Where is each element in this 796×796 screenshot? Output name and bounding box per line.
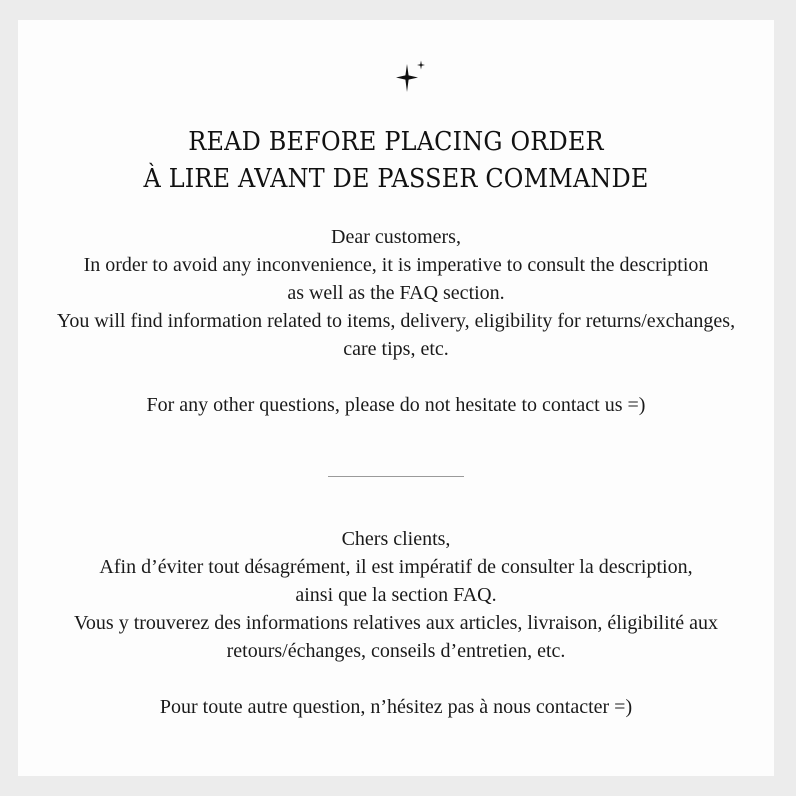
french-greeting: Chers clients,	[341, 528, 451, 550]
title-english: READ BEFORE PLACING ORDER	[188, 127, 604, 157]
title-french: À LIRE AVANT DE PASSER COMMANDE	[143, 164, 649, 194]
english-greeting: Dear customers,	[331, 226, 461, 248]
english-line-3: You will find information related to items, delivery, eligibility for returns/exchanges,	[56, 310, 736, 332]
french-line-2: ainsi que la section FAQ.	[295, 584, 497, 606]
french-notice	[18, 525, 774, 721]
french-spacer	[18, 665, 774, 693]
english-spacer	[18, 363, 774, 391]
sparkle-stars-icon	[394, 60, 428, 94]
french-line-4: retours/échanges, conseils d’entretien, etc.	[226, 640, 566, 662]
notice-card	[18, 20, 774, 776]
english-closing: For any other questions, please do not hesitate to contact us =)	[146, 394, 646, 416]
english-line-1: In order to avoid any inconvenience, it is imperative to consult the description	[83, 254, 709, 276]
section-divider	[328, 476, 464, 477]
french-line-1: Afin d’éviter tout désagrément, il est impératif de consulter la description,	[99, 556, 693, 578]
english-line-4: care tips, etc.	[343, 338, 449, 360]
french-closing: Pour toute autre question, n’hésitez pas à nous contacter =)	[159, 696, 633, 718]
english-notice	[18, 223, 774, 419]
french-line-3: Vous y trouverez des informations relatives aux articles, livraison, éligibilité aux	[74, 612, 718, 634]
english-line-2: as well as the FAQ section.	[287, 282, 505, 304]
